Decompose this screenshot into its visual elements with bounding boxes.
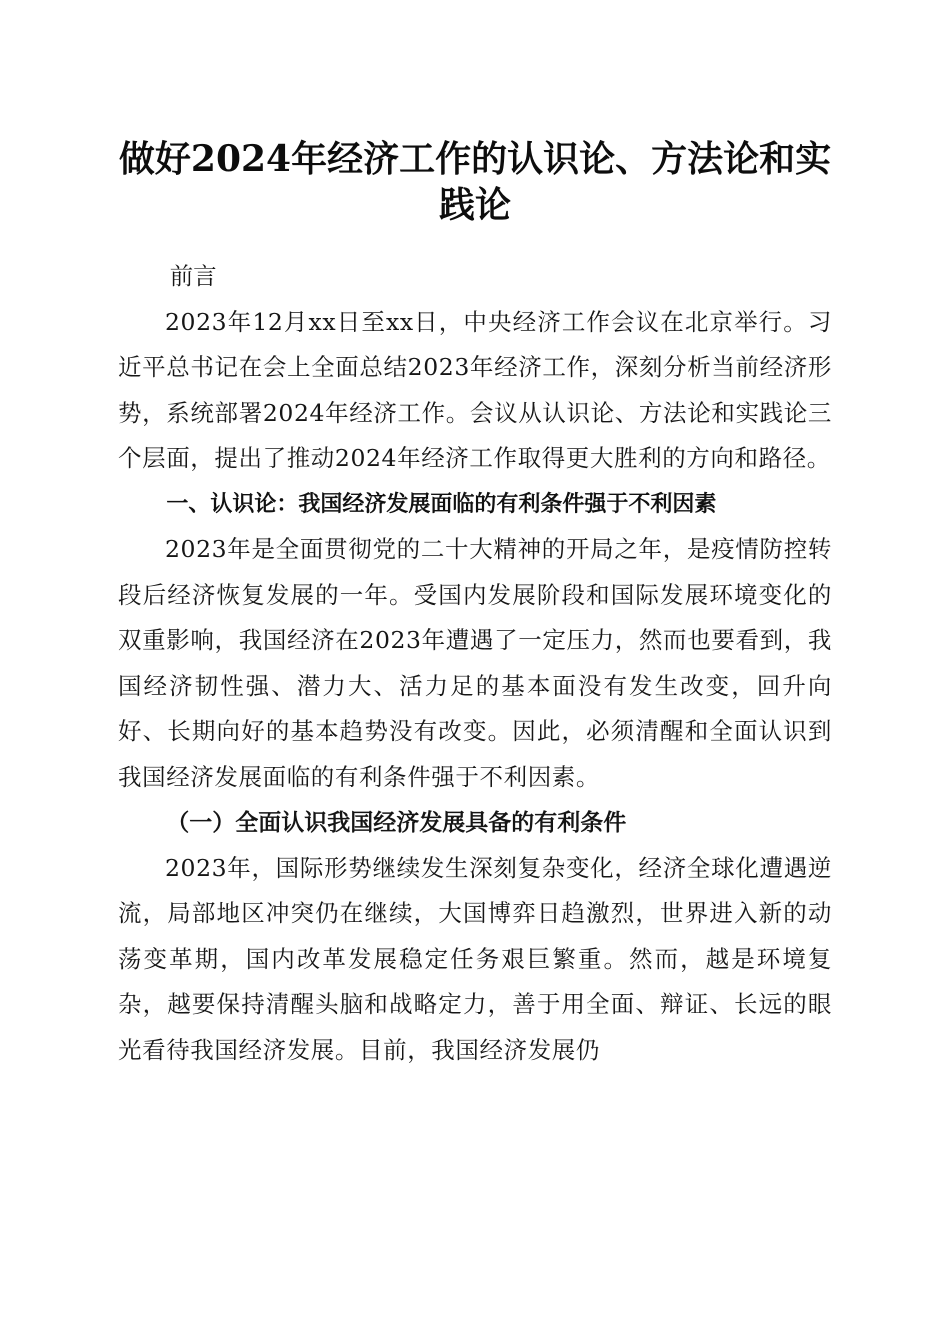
section-1-paragraph: 2023年是全面贯彻党的二十大精神的开局之年，是疫情防控转段后经济恢复发展的一年。受国内发展阶段和国际发展环境变化的双重影响，我国经济在2023年遭遇了一定压力，然而也要看到，我国经济韧性强、潜力大、活力足的基本面没有发生改变，回升向好、长期向好的基本趋势没有改变。因此，必须清醒和全面认识到我国经济发展面临的有利条件强于不利因素。 [118,535,832,791]
subsection-1-paragraph: 2023年，国际形势继续发生深刻复杂变化，经济全球化遭遇逆流，局部地区冲突仍在继续，大国博弈日趋激烈，世界进入新的动荡变革期，国内改革发展稳定任务艰巨繁重。然而，越是环境复杂，越要保持清醒头脑和战略定力，善于用全面、辩证、长远的眼光看待我国经济发展。目前，我国经济发展仍 [118,853,832,1064]
document-body [118,254,832,1073]
preface-label: 前言 [169,262,217,290]
intro-paragraph: 2023年12月xx日至xx日，中央经济工作会议在北京举行。习近平总书记在会上全面总结2023年经济工作，深刻分析当前经济形势，系统部署2024年经济工作。会议从认识论、方法论和实践论三个层面，提出了推动2024年经济工作取得更大胜利的方向和路径。 [118,307,832,472]
document-title: 做好2024年经济工作的认识论、方法论和实践论 [118,138,832,226]
subsection-heading-1: （一）全面认识我国经济发展具备的有利条件 [166,809,627,836]
section-heading-1: 一、认识论：我国经济发展面临的有利条件强于不利因素 [166,491,717,517]
